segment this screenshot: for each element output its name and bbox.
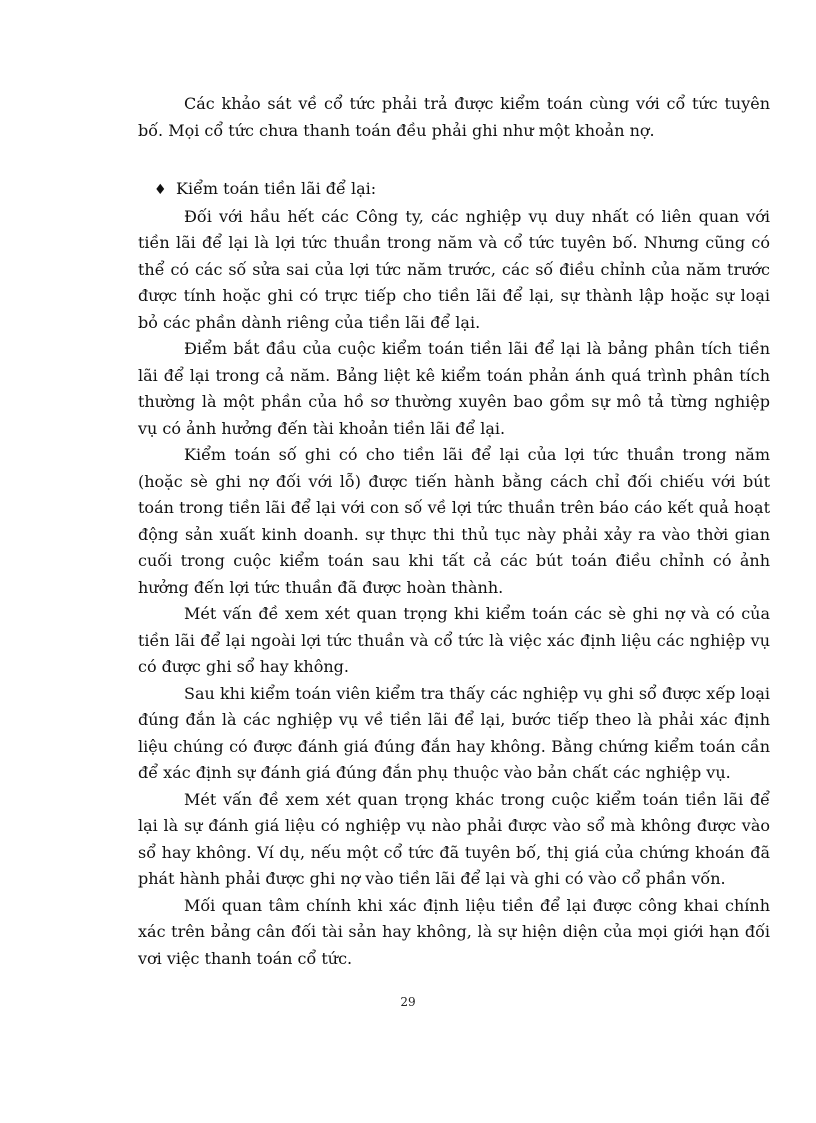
paragraph-recording-check: Mét vấn đề xem xét quan trọng khi kiểm toán các sè ghi nợ và có của tiền lãi để lại ngoài lợi tức thuần và cổ tức là việc xác định liệu các nghiệp vụ có được ghi sổ hay không.	[138, 604, 770, 676]
paragraph-unrecorded-check: Mét vấn đề xem xét quan trọng khác trong cuộc kiểm toán tiền lãi để lại là sự đánh giá liệu có nghiệp vụ nào phải được vào sổ mà không được vào sổ hay không. Ví dụ, nếu một cổ tức đã tuyên bố, thị giá của chứng khoán đã phát hành phải được ghi nợ vào tiền lãi để lại và ghi có vào cổ phần vốn.	[138, 789, 770, 888]
text-section-top	[138, 91, 770, 144]
paragraph-net-income-credit: Kiểm toán số ghi có cho tiền lãi để lại của lợi tức thuần trong năm (hoặc sè ghi nợ đối với lỗ) được tiến hành bằng cách chỉ đối chiếu với bút toán trong tiền lãi để lại với con số về lợi tức thuần trên báo cáo kết quả hoạt động sản xuất kinh doanh. sự thực thi thủ tục này phải xảy ra vào thời gian cuối trong cuộc kiểm toán sau khi tất cả các bút toán điều chỉnh có ảnh hưởng đến lợi tức thuần đã được hoàn thành.	[138, 445, 770, 597]
diamond-bullet-icon: ♦	[154, 182, 167, 198]
paragraph-dividends-payable: Các khảo sát về cổ tức phải trả được kiểm toán cùng với cổ tức tuyên bố. Mọi cổ tức chưa thanh toán đều phải ghi như một khoản nợ.	[138, 94, 770, 140]
paragraph-valuation-check: Sau khi kiểm toán viên kiểm tra thấy các nghiệp vụ ghi sổ được xếp loại đúng đắn là các nghiệp vụ về tiền lãi để lại, bước tiếp theo là phải xác định liệu chúng có được đánh giá đúng đắn hay không. Bằng chứng kiểm toán cần để xác định sự đánh giá đúng đắn phụ thuộc vào bản chất các nghiệp vụ.	[138, 683, 770, 782]
section-heading-text: Kiểm toán tiền lãi để lại:	[176, 179, 377, 198]
paragraph-transactions-overview: Đối với hầu hết các Công ty, các nghiệp vụ duy nhất có liên quan với tiền lãi để lại là lợi tức thuần trong năm và cổ tức tuyên bố. Nhưng cũng có thể có các số sửa sai của lợi tức năm trước, các số điều chỉnh của năm trước được tính hoặc ghi có trực tiếp cho tiền lãi để lại, sự thành lập hoặc sự loại bỏ các phần dành riêng của tiền lãi để lại.	[138, 206, 770, 332]
paragraph-disclosure: Mối quan tâm chính khi xác định liệu tiền để lại được công khai chính xác trên bảng cân đối tài sản hay không, là sự hiện diện của mọi giới hạn đối vơi việc thanh toán cổ tức.	[138, 895, 770, 968]
text-section-main	[138, 176, 770, 972]
page-number: 29	[400, 995, 416, 1009]
section-heading	[138, 176, 770, 204]
paragraph-starting-point: Điểm bắt đầu của cuộc kiểm toán tiền lãi để lại là bảng phân tích tiền lãi để lại trong cả năm. Bảng liệt kê kiểm toán phản ánh quá trình phân tích thường là một phần của hồ sơ thường xuyên bao gồm sự mô tả từng nghiệp vụ có ảnh hưởng đến tài khoản tiền lãi để lại.	[138, 339, 770, 438]
